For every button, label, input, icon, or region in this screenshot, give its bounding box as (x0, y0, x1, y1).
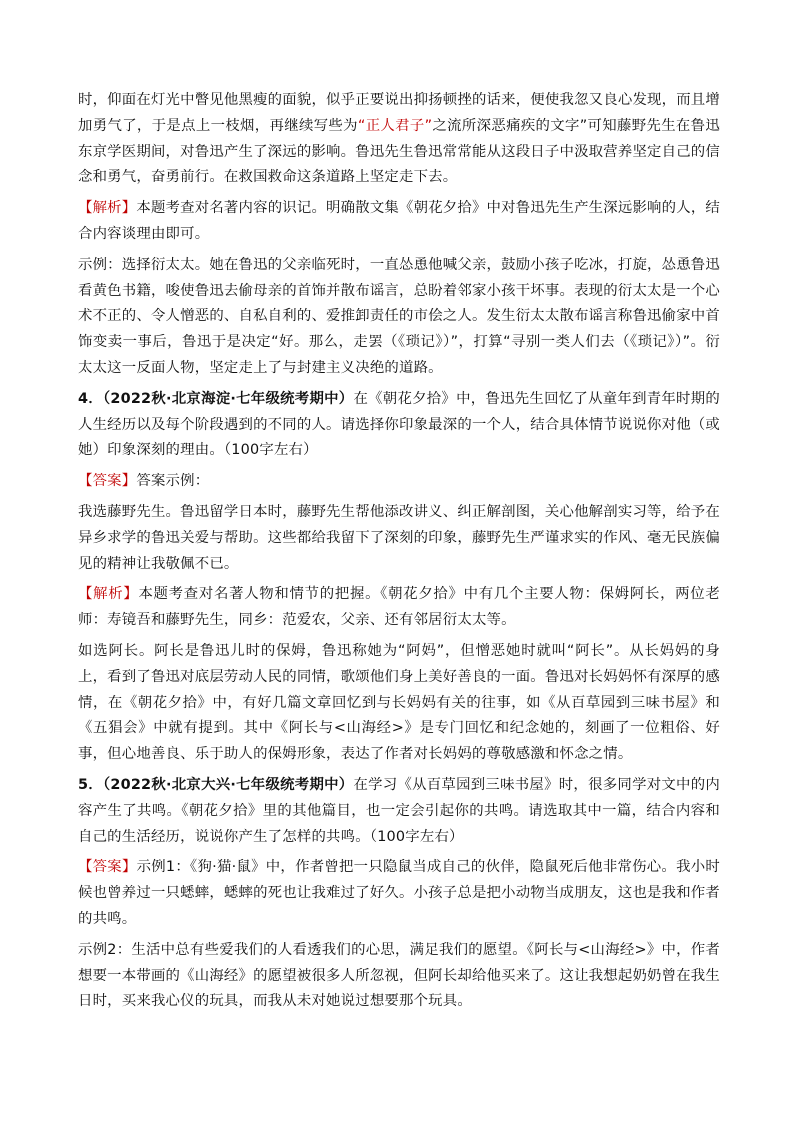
question-5 (78, 773, 720, 850)
question-4-source: （2022秋·北京海淀·七年级统考期中） (102, 390, 354, 407)
document-page (78, 88, 720, 1015)
example-3-paragraph: 示例：选择衍太太。她在鲁迅的父亲临死时，一直怂恿他喊父亲，鼓励小孩子吃冰，打旋，怂恿鲁迅看黄色书籍，唆使鲁迅去偷母亲的首饰并散布谣言，总盼着邻家小孩干坏事。表现的衍太太是一个心术不正的、令人憎恶的、自私自利的、爱推卸责任的市侩之人。发生衍太太散布谣言称鲁迅偷家中首饰变卖一事后，鲁迅于是决定“好。那么，走罢（《琐记》）”，打算“寻别一类人们去（《琐记》）”。衍太太这一反面人物，坚定走上了与封建主义决绝的道路。 (78, 256, 720, 376)
question-4 (78, 387, 720, 464)
intro-text-1: 时，仰面在灯光中瞥见他黑瘦的面貌，似乎正要说出抑扬顿挫的话来，便使我忽又良心发现，而且增加勇气了，于是点上一枝烟，再继续写些为 (78, 92, 720, 134)
intro-paragraph (78, 88, 720, 191)
analysis-4-paragraph (78, 582, 720, 634)
intro-quote: “正人君子” (357, 117, 433, 134)
question-5-text: 在学习《从百草园到三味书屋》时，很多同学对文中的内容产生了共鸣。《朝花夕拾》里的其他篇目，也一定会引起你的共鸣。请选取其中一篇，结合内容和自己的生活经历，说说你产生了怎样的共鸣。（100字左右） (78, 776, 720, 845)
analysis-3-text: 本题考查对名著内容的识记。明确散文集《朝花夕拾》中对鲁迅先生产生深远影响的人，结合内容谈理由即可。 (78, 200, 721, 242)
analysis-4-tag: 【解析】 (78, 586, 139, 603)
answer-5-text: 示例1：《狗·猫·鼠》中，作者曾把一只隐鼠当成自己的伙伴，隐鼠死后他非常伤心。我小时候也曾养过一只蟋蟀，蟋蟀的死也让我难过了好久。小孩子总是把小动物当成朋友，这也是我和作者的共鸣。 (78, 859, 720, 927)
question-4-number: 4． (78, 390, 103, 407)
answer-4-tag: 【答案】 (78, 473, 137, 490)
intro-text-2: 之流所深恶痛疾的文字”可知藤野先生在鲁迅东京学医期间，对鲁迅产生了深远的影响。鲁迅先生鲁迅常常能从这段日子中汲取营养坚定自己的信念和勇气，奋勇前行。在救国救命这条道路上坚定走下去。 (78, 117, 720, 186)
analysis-3-tag: 【解析】 (78, 200, 137, 217)
question-5-number: 5． (78, 776, 103, 793)
question-4-text: 在《朝花夕拾》中，鲁迅先生回忆了从童年到青年时期的人生经历以及每个阶段遇到的不同的人。请选择你印象最深的一个人，结合具体情节说说你对他（或她）印象深刻的理由。（100字左右） (78, 390, 720, 459)
answer-5-paragraph (78, 855, 720, 932)
answer-4-heading (78, 469, 720, 495)
answer-5-tag: 【答案】 (78, 859, 137, 876)
example-4-paragraph: 如选阿长。阿长是鲁迅儿时的保姆，鲁迅称她为“阿妈”，但憎恶她时就叫“阿长”。从长妈妈的身上，看到了鲁迅对底层劳动人民的同情，歌颂他们身上美好善良的一面。鲁迅对长妈妈怀有深厚的感情，在《朝花夕拾》中，有好几篇文章回忆到与长妈妈有关的往事，如《从百草园到三味书屋》和《五猖会》中就有提到。其中《阿长与<山海经>》是专门回忆和纪念她的，刻画了一位粗俗、好事，但心地善良、乐于助人的保姆形象，表达了作者对长妈妈的尊敬感激和怀念之情。 (78, 642, 720, 763)
example-5-2-paragraph: 示例2：生活中总有些爱我们的人看透我们的心思，满足我们的愿望。《阿长与<山海经>》中，作者想要一本带画的《山海经》的愿望被很多人所忽视，但阿长却给他买来了。这让我想起奶奶曾在我生日时，买来我心仪的玩具，而我从未对她说过想要那个玩具。 (78, 941, 720, 1010)
answer-4-text: 答案示例： (136, 473, 210, 490)
question-5-source: （2022秋·北京大兴·七年级统考期中） (102, 776, 354, 793)
analysis-4-text: 本题考查对名著人物和情节的把握。《朝花夕拾》中有几个主要人物：保姆阿长，两位老师：寿镜吾和藤野先生，同乡：范爱农，父亲、还有邻居衍太太等。 (78, 586, 720, 629)
answer-4-body: 我选藤野先生。鲁迅留学日本时，藤野先生帮他添改讲义、纠正解剖图，关心他解剖实习等，给予在异乡求学的鲁迅关爱与帮助。这些都给我留下了深刻的印象，藤野先生严谨求实的作风、毫无民族偏见的精神让我敬佩不已。 (78, 503, 720, 572)
analysis-3-paragraph (78, 196, 720, 248)
